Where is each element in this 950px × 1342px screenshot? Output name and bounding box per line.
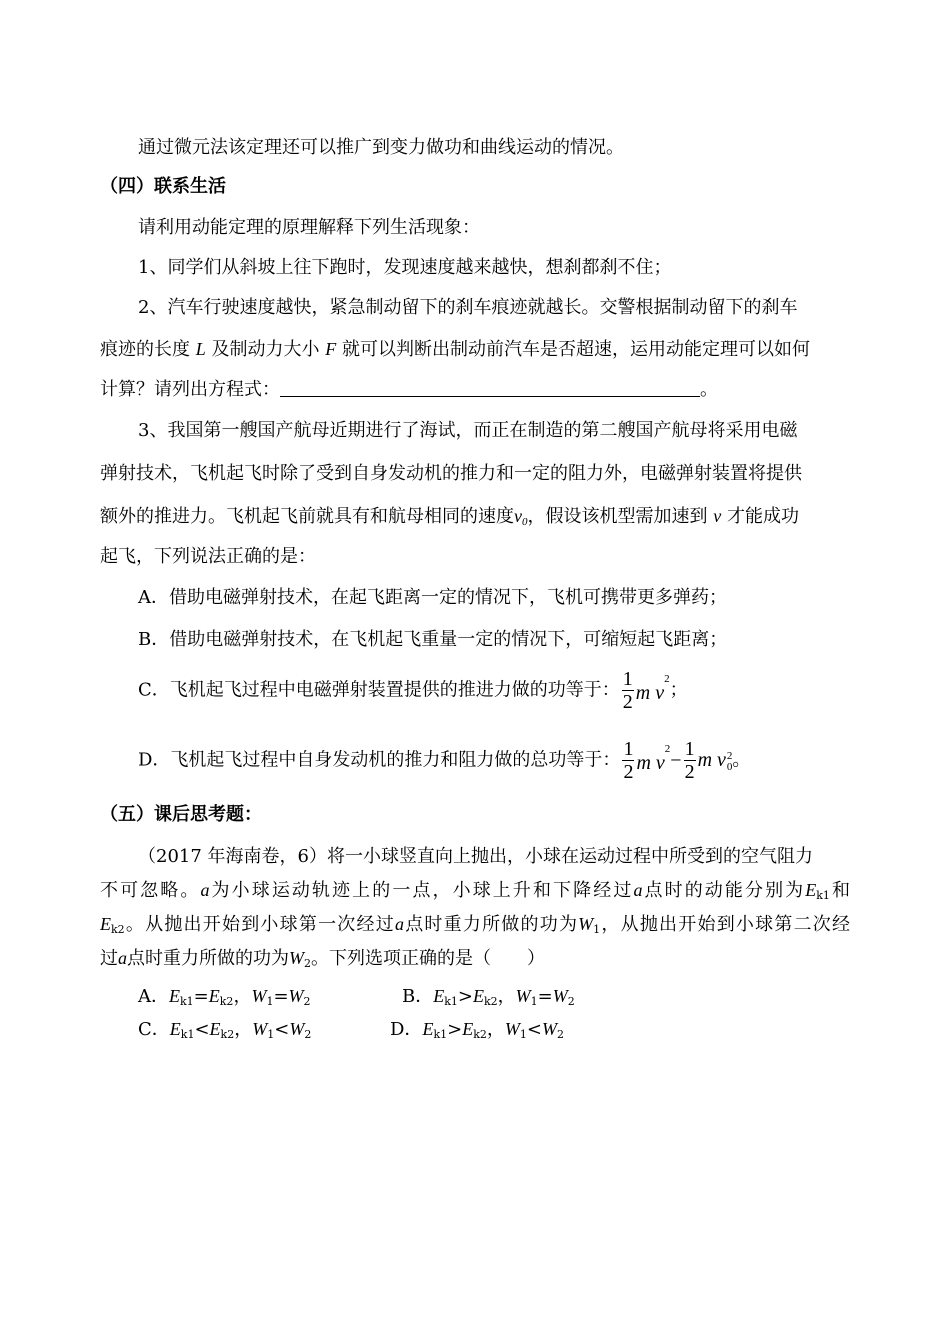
list-item-3-line-1: 3、我国第一艘国产航母近期进行了海试，而正在制造的第二艘国产航母将采用电磁 xyxy=(138,420,798,441)
question-line-1: （2017 年海南卷，6）将一小球竖直向上抛出，小球在运动过程中所受到的空气阻力 xyxy=(138,846,813,867)
answer-option-d: D．$E_{k1}>E_{k2}$，$W_1<W_2$ xyxy=(390,1019,564,1041)
option-c: C．飞机起飞过程中电磁弹射装置提供的推进力做的功等于： $\frac{1}{2}$ m $v^2$； xyxy=(138,667,688,713)
question-line-3: $E_{k2}$。从抛出开始到小球第一次经过a点时重力所做的功为$W_1$，从抛出开始到小球第二次经 xyxy=(100,914,851,936)
list-item-2-line-2: 痕迹的长度 L 及制动力大小 F 就可以判断出制动前汽车是否超速，运用动能定理可以如何 xyxy=(100,339,810,360)
list-item-3-line-4: 起飞，下列说法正确的是： xyxy=(100,546,316,567)
fraction-half: $\frac{1}{2}$ xyxy=(622,667,633,713)
option-d: D．飞机起飞过程中自身发动机的推力和阻力做的总功等于： $\frac{1}{2}$ m $v^2-$ $\frac{1}{2}$ m v 2 0 。 xyxy=(138,737,751,783)
paragraph-line: 通过微元法该定理还可以推广到变力做功和曲线运动的情况。 xyxy=(138,137,624,158)
option-b: B．借助电磁弹射技术，在飞机起飞重量一定的情况下，可缩短起飞距离； xyxy=(138,629,728,650)
question-line-2: 不可忽略。a为小球运动轨迹上的一点，小球上升和下降经过a点时的动能分别为$E_{k1}$和 xyxy=(100,880,851,902)
question-line-4: 过a点时重力所做的功为$W_2$。下列选项正确的是（ ） xyxy=(100,948,545,970)
formula-mv0-2: m v 2 0 xyxy=(697,749,733,773)
formula-mv2: m $v^2$ xyxy=(636,743,671,774)
answer-option-b: B．$E_{k1}>E_{k2}$，$W_1=W_2$ xyxy=(402,986,575,1008)
section-heading-5: （五）课后思考题： xyxy=(100,804,262,825)
fraction-half: $\frac{1}{2}$ xyxy=(623,737,634,783)
list-item-2-line-3: 计算？请列出方程式： 。 xyxy=(100,379,718,400)
section-heading-4: （四）联系生活 xyxy=(100,176,226,197)
answer-blank[interactable] xyxy=(280,378,700,397)
answer-option-a: A．$E_{k1}=E_{k2}$，$W_1=W_2$ xyxy=(138,986,311,1008)
formula-mv2: m $v^2$ xyxy=(635,673,670,704)
list-item-3-line-3: 额外的推进力。飞机起飞前就具有和航母相同的速度$v_0$，假设该机型需加速到 v 才能成功 xyxy=(100,506,799,528)
list-item-2-line-1: 2、汽车行驶速度越快，紧急制动留下的刹车痕迹就越长。交警根据制动留下的刹车 xyxy=(138,297,798,318)
list-item-1: 1、同学们从斜坡上往下跑时，发现速度越来越快，想刹都刹不住； xyxy=(138,257,672,278)
fraction-half: $\frac{1}{2}$ xyxy=(684,737,695,783)
answer-option-c: C．$E_{k1}<E_{k2}$，$W_1<W_2$ xyxy=(138,1019,312,1041)
paragraph-line: 请利用动能定理的原理解释下列生活现象： xyxy=(138,217,480,238)
option-a: A．借助电磁弹射技术，在起飞距离一定的情况下，飞机可携带更多弹药； xyxy=(138,587,727,608)
list-item-3-line-2: 弹射技术，飞机起飞时除了受到自身发动机的推力和一定的阻力外，电磁弹射装置将提供 xyxy=(100,463,802,484)
